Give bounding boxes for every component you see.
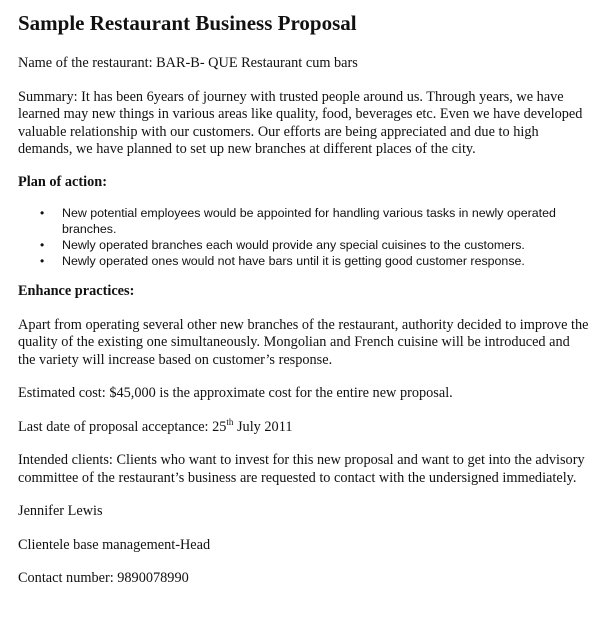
restaurant-name: Name of the restaurant: BAR-B- QUE Restaurant cum bars bbox=[18, 55, 358, 71]
signatory-role: Clientele base management-Head bbox=[18, 536, 211, 553]
list-item-text: Newly operated ones would not have bars until it is getting good customer response. bbox=[62, 254, 525, 268]
plan-list bbox=[18, 205, 590, 269]
bullet-icon: • bbox=[40, 254, 45, 268]
last-date-prefix: Last date of proposal acceptance: 25 bbox=[18, 418, 227, 435]
last-date-rest: July 2011 bbox=[233, 418, 293, 435]
list-item bbox=[18, 237, 590, 253]
list-item bbox=[18, 253, 590, 269]
bullet-icon: • bbox=[40, 238, 45, 252]
contact-number: Contact number: 9890078990 bbox=[18, 570, 189, 586]
summary-paragraph: Summary: It has been 6years of journey with trusted people around us. Through years, we have learned may new things in various areas like quality, food, beverages etc. Even we have developed valuable relationship with our customers. Our efforts are being appreciated and due to high demands, we have planned to set up new branches at different places of the city. bbox=[18, 88, 583, 157]
plan-heading: Plan of action: bbox=[18, 173, 107, 190]
list-item-text: New potential employees would be appointed for handling various tasks in newly operated branches. bbox=[62, 206, 556, 236]
last-date bbox=[18, 416, 590, 437]
last-date-ordinal: th bbox=[226, 416, 234, 427]
list-item-text: Newly operated branches each would provide any special cuisines to the customers. bbox=[62, 238, 525, 252]
list-item bbox=[18, 205, 590, 237]
proposal-document bbox=[18, 10, 590, 588]
signatory-name: Jennifer Lewis bbox=[18, 503, 103, 519]
bullet-icon: • bbox=[40, 206, 45, 220]
document-title: Sample Restaurant Business Proposal bbox=[18, 11, 357, 35]
enhance-paragraph: Apart from operating several other new branches of the restaurant, authority decided to improve the quality of the existing one simultaneously. Mongolian and French cuisine will be introduced and the variety will increase based on customer’s response. bbox=[18, 316, 589, 368]
enhance-heading: Enhance practices: bbox=[18, 283, 135, 299]
estimated-cost: Estimated cost: $45,000 is the approximate cost for the entire new proposal. bbox=[18, 385, 453, 401]
intended-clients: Intended clients: Clients who want to invest for this new proposal and want to get into the advisory committee of the restaurant’s business are requested to contact with the undersigned immediately. bbox=[18, 452, 585, 486]
